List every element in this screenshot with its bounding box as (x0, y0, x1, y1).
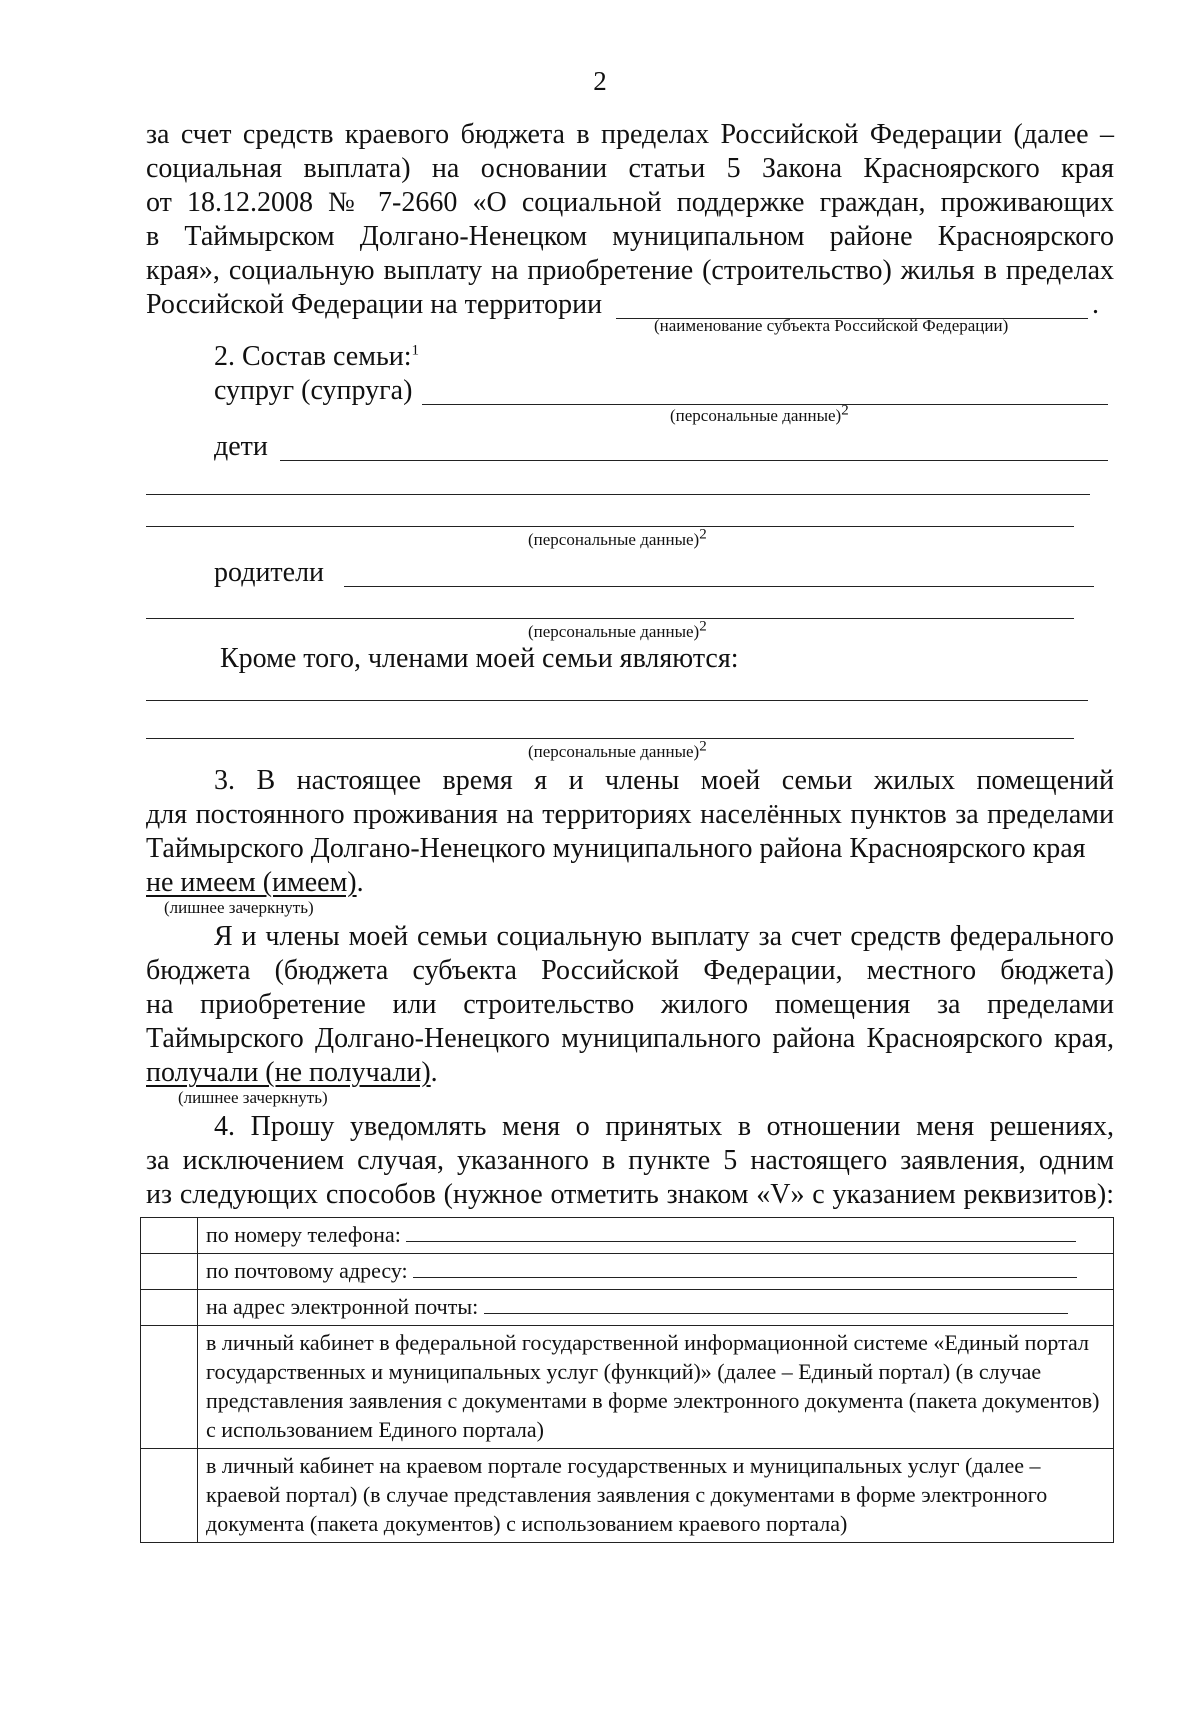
section4-line-2: за исключением случая, указанного в пункте 5 настоящего заявления, одним (146, 1145, 1114, 1176)
children-label: дети (214, 431, 268, 462)
notify-checkbox-post[interactable] (141, 1254, 198, 1290)
notify-option-row (141, 1326, 1114, 1449)
notify-option-label: по почтовому адресу: (206, 1258, 408, 1283)
notify-checkbox-regional-portal[interactable] (141, 1449, 198, 1543)
children-field-1[interactable] (280, 460, 1108, 461)
other-members-label: Кроме того, членами моей семьи являются: (220, 643, 739, 674)
notify-option-row (141, 1254, 1114, 1290)
notify-option-row (141, 1218, 1114, 1254)
notify-option-regional-portal: в личный кабинет на краевом портале государственных и муниципальных услуг (далее – краевой портал) (в случае представления заявления с документами в форме электронного документа (пакета документов) с использованием краевого портала) (198, 1449, 1114, 1543)
notify-option-post (198, 1254, 1114, 1290)
notify-option-row (141, 1290, 1114, 1326)
notify-checkbox-email[interactable] (141, 1290, 198, 1326)
family-heading: 2. Состав семьи:$^1$ (214, 341, 419, 372)
spouse-label: супруг (супруга) (214, 375, 413, 406)
notify-option-row (141, 1449, 1114, 1543)
intro-line-2: социальная выплата) на основании статьи 5 Закона Красноярского края (146, 153, 1114, 184)
payout-strike-note: (лишнее зачеркнуть) (178, 1088, 328, 1107)
notify-option-label: на адрес электронной почты: (206, 1294, 479, 1319)
payout-choice[interactable]: получали (не получали). (146, 1057, 438, 1088)
spouse-field[interactable] (422, 404, 1108, 405)
notify-checkbox-phone[interactable] (141, 1218, 198, 1254)
intro-line-1: за счет средств краевого бюджета в пределах Российской Федерации (далее – (146, 119, 1114, 150)
section3-line-2: для постоянного проживания на территориях населённых пунктов за пределами (146, 799, 1114, 830)
spouse-caption: (персональные данные)$^2$ (670, 402, 849, 425)
section3-choice[interactable]: не имеем (имеем). (146, 867, 364, 898)
parents-field-2[interactable] (146, 618, 1074, 619)
page-number: 2 (593, 66, 607, 96)
parents-field-1[interactable] (344, 586, 1094, 587)
section3-line-1: 3. В настоящее время я и члены моей семьи жилых помещений (214, 765, 1114, 796)
other-members-field-1[interactable] (146, 700, 1088, 701)
section3-line-3: Таймырского Долгано-Ненецкого муниципального района Красноярского края (146, 833, 1086, 864)
payout-line-1: Я и члены моей семьи социальную выплату за счет средств федерального (214, 921, 1114, 952)
postal-address-field[interactable] (413, 1277, 1077, 1278)
notify-checkbox-unified-portal[interactable] (141, 1326, 198, 1449)
territory-caption: (наименование субъекта Российской Федерации) (654, 316, 1009, 335)
children-caption: (персональные данные)$^2$ (528, 526, 707, 549)
intro-line-5: края», социальную выплату на приобретение (строительство) жилья в пределах (146, 255, 1114, 286)
intro-line-6: Российской Федерации на территории (146, 289, 603, 320)
section3-strike-note: (лишнее зачеркнуть) (164, 898, 314, 917)
intro-line-4: в Таймырском Долгано-Ненецком муниципальном районе Красноярского (146, 221, 1114, 252)
notify-option-email (198, 1290, 1114, 1326)
email-field[interactable] (484, 1313, 1068, 1314)
children-field-2[interactable] (146, 494, 1090, 495)
intro-line-3: от 18.12.2008 № 7-2660 «О социальной поддержке граждан, проживающих (146, 187, 1114, 218)
payout-line-4: Таймырского Долгано-Ненецкого муниципального района Красноярского края, (146, 1023, 1114, 1054)
notify-option-unified-portal: в личный кабинет в федеральной государственной информационной системе «Единый портал государственных и муниципальных услуг (функций)» (далее – Единый портал) (в случае представления заявления с документами в форме электронного документа (пакета документов) с использованием Единого портала) (198, 1326, 1114, 1449)
children-field-3[interactable] (146, 526, 1074, 527)
parents-label: родители (214, 557, 325, 588)
other-members-caption: (персональные данные)$^2$ (528, 738, 707, 761)
payout-line-3: на приобретение или строительство жилого помещения за пределами (146, 989, 1114, 1020)
intro-end: . (1092, 289, 1099, 320)
parents-caption: (персональные данные)$^2$ (528, 618, 707, 641)
payout-line-2: бюджета (бюджета субъекта Российской Федерации, местного бюджета) (146, 955, 1114, 986)
phone-field[interactable] (406, 1241, 1076, 1242)
section4-line-3: из следующих способов (нужное отметить знаком «V» с указанием реквизитов): (146, 1179, 1114, 1210)
notify-options-table (140, 1217, 1114, 1543)
section4-line-1: 4. Прошу уведомлять меня о принятых в отношении меня решениях, (214, 1111, 1114, 1142)
notify-option-label: по номеру телефона: (206, 1222, 401, 1247)
other-members-field-2[interactable] (146, 738, 1074, 739)
notify-option-phone (198, 1218, 1114, 1254)
